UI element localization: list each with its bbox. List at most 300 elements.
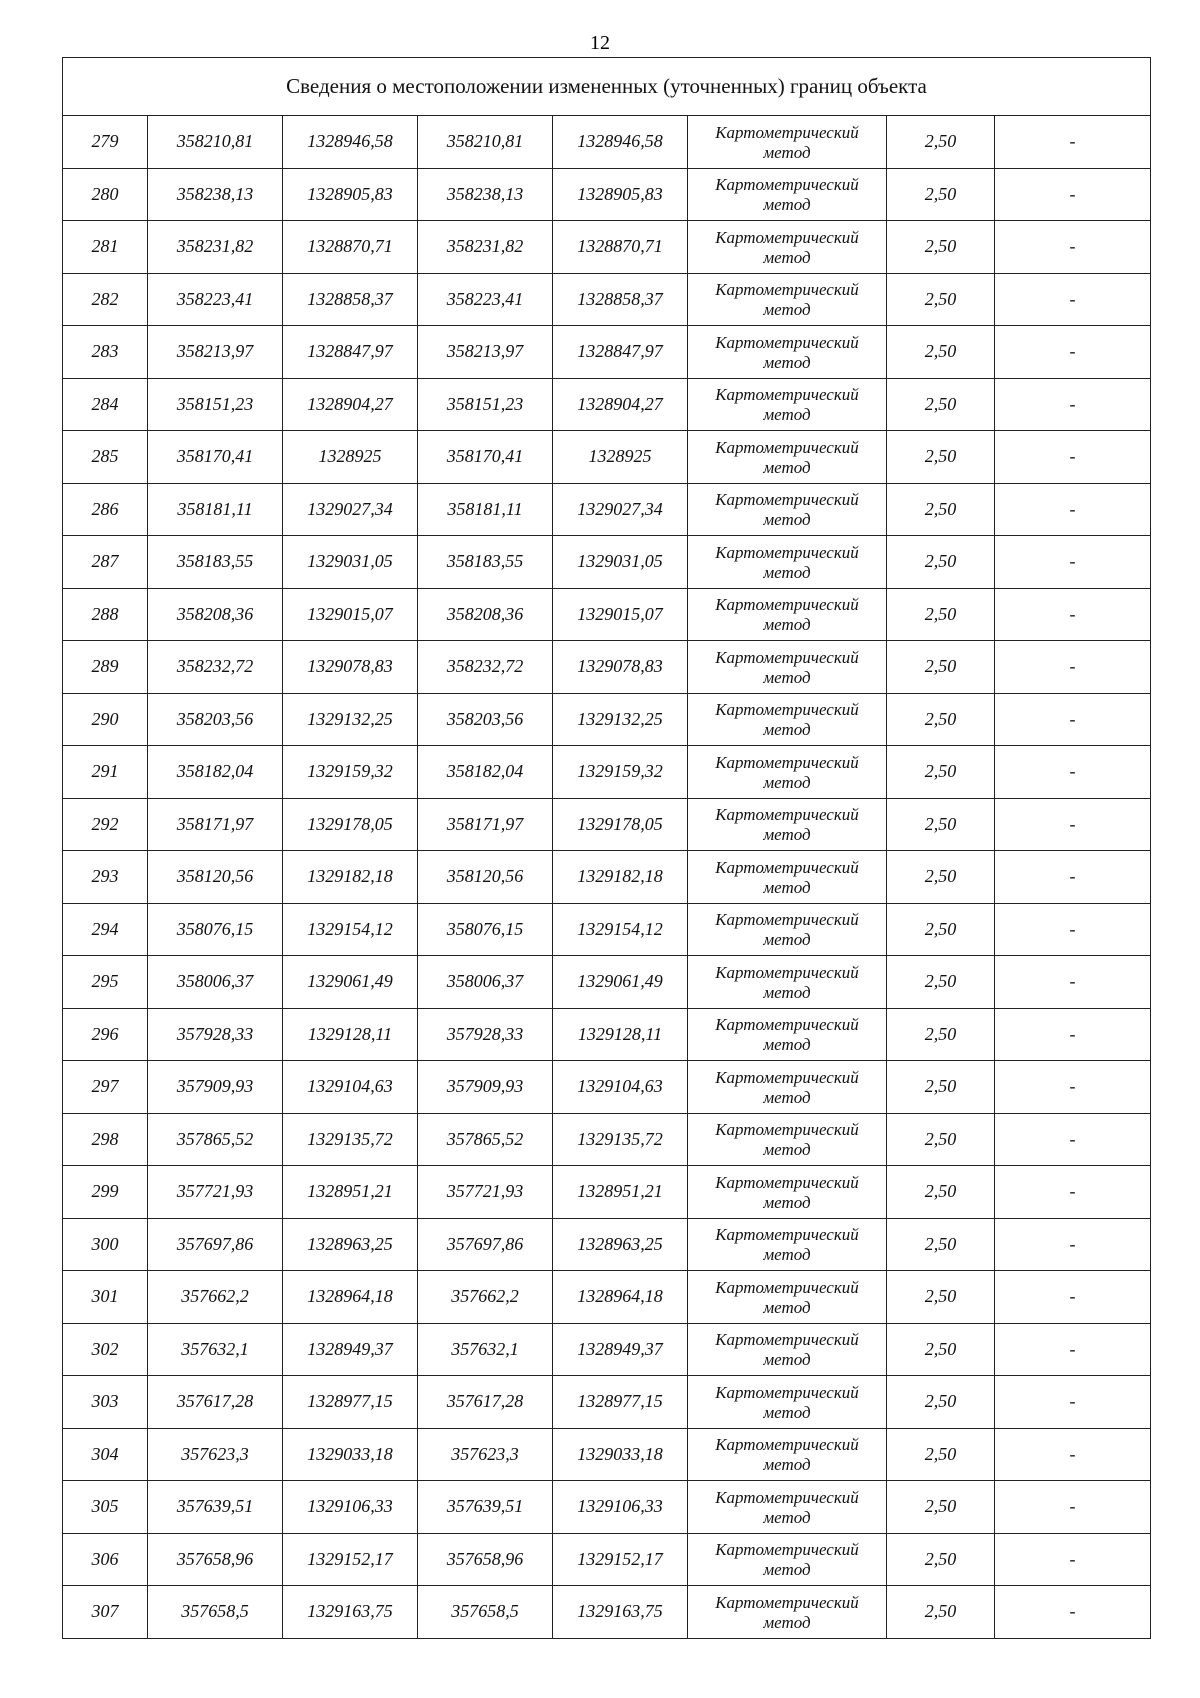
cell-y-new: 1329135,72	[553, 1113, 688, 1166]
cell-y-new: 1329027,34	[553, 483, 688, 536]
cell-y-new: 1328949,37	[553, 1323, 688, 1376]
cell-x-new: 358231,82	[418, 221, 553, 274]
table-row	[63, 693, 1151, 746]
cell-accuracy: 2,50	[887, 746, 995, 799]
cell-accuracy: 2,50	[887, 693, 995, 746]
method-line-1: Картометрический	[715, 1487, 859, 1507]
method-line-1: Картометрический	[715, 227, 859, 247]
method-line-2: метод	[763, 1350, 811, 1370]
table-row	[63, 1061, 1151, 1114]
cell-point-number: 293	[63, 851, 148, 904]
cell-y-new: 1328904,27	[553, 378, 688, 431]
cell-x-new: 357865,52	[418, 1113, 553, 1166]
cell-x-new: 357658,96	[418, 1533, 553, 1586]
cell-y-old: 1329152,17	[283, 1533, 418, 1586]
cell-accuracy: 2,50	[887, 483, 995, 536]
cell-x-new: 358181,11	[418, 483, 553, 536]
cell-accuracy: 2,50	[887, 536, 995, 589]
cell-accuracy: 2,50	[887, 1271, 995, 1324]
method-line-1: Картометрический	[715, 437, 859, 457]
cell-accuracy: 2,50	[887, 641, 995, 694]
table-row	[63, 1323, 1151, 1376]
cell-y-old: 1329178,05	[283, 798, 418, 851]
page-number: 12	[590, 32, 610, 54]
cell-point-number: 307	[63, 1586, 148, 1639]
cell-description: -	[995, 588, 1151, 641]
cell-point-number: 289	[63, 641, 148, 694]
cell-x-old: 358171,97	[148, 798, 283, 851]
cell-method	[688, 956, 887, 1009]
cell-y-new: 1328977,15	[553, 1376, 688, 1429]
cell-description: -	[995, 1533, 1151, 1586]
cell-x-old: 357909,93	[148, 1061, 283, 1114]
cell-x-old: 358120,56	[148, 851, 283, 904]
cell-method	[688, 273, 887, 326]
cell-point-number: 298	[63, 1113, 148, 1166]
cell-x-new: 358171,97	[418, 798, 553, 851]
cell-x-old: 357662,2	[148, 1271, 283, 1324]
table-row	[63, 116, 1151, 169]
cell-point-number: 281	[63, 221, 148, 274]
cell-point-number: 297	[63, 1061, 148, 1114]
cell-x-new: 358151,23	[418, 378, 553, 431]
method-line-2: метод	[763, 877, 811, 897]
cell-description: -	[995, 693, 1151, 746]
cell-y-new: 1329154,12	[553, 903, 688, 956]
cell-method	[688, 378, 887, 431]
cell-description: -	[995, 903, 1151, 956]
cell-x-old: 357639,51	[148, 1481, 283, 1534]
method-line-2: метод	[763, 825, 811, 845]
cell-point-number: 303	[63, 1376, 148, 1429]
cell-method	[688, 851, 887, 904]
cell-method	[688, 1113, 887, 1166]
method-line-1: Картометрический	[715, 752, 859, 772]
cell-y-new: 1329163,75	[553, 1586, 688, 1639]
cell-accuracy: 2,50	[887, 1113, 995, 1166]
cell-x-new: 357662,2	[418, 1271, 553, 1324]
cell-accuracy: 2,50	[887, 1166, 995, 1219]
cell-x-old: 357658,96	[148, 1533, 283, 1586]
table-row	[63, 1376, 1151, 1429]
method-line-1: Картометрический	[715, 1067, 859, 1087]
cell-description: -	[995, 273, 1151, 326]
method-line-1: Картометрический	[715, 910, 859, 930]
method-line-1: Картометрический	[715, 385, 859, 405]
table-row	[63, 1113, 1151, 1166]
cell-description: -	[995, 326, 1151, 379]
method-line-2: метод	[763, 615, 811, 635]
method-line-2: метод	[763, 720, 811, 740]
cell-y-new: 1329104,63	[553, 1061, 688, 1114]
cell-point-number: 280	[63, 168, 148, 221]
cell-x-old: 358210,81	[148, 116, 283, 169]
cell-x-new: 357623,3	[418, 1428, 553, 1481]
cell-x-old: 358238,13	[148, 168, 283, 221]
cell-y-old: 1329031,05	[283, 536, 418, 589]
cell-x-old: 358208,36	[148, 588, 283, 641]
cell-y-old: 1328904,27	[283, 378, 418, 431]
cell-y-old: 1328951,21	[283, 1166, 418, 1219]
method-line-1: Картометрический	[715, 1330, 859, 1350]
cell-description: -	[995, 1323, 1151, 1376]
cell-y-old: 1329154,12	[283, 903, 418, 956]
method-line-2: метод	[763, 1087, 811, 1107]
cell-y-old: 1328977,15	[283, 1376, 418, 1429]
method-line-1: Картометрический	[715, 647, 859, 667]
cell-description: -	[995, 1113, 1151, 1166]
cell-point-number: 288	[63, 588, 148, 641]
cell-method	[688, 483, 887, 536]
method-line-2: метод	[763, 510, 811, 530]
cell-y-old: 1328870,71	[283, 221, 418, 274]
method-line-1: Картометрический	[715, 1225, 859, 1245]
cell-description: -	[995, 221, 1151, 274]
method-line-2: метод	[763, 1507, 811, 1527]
table-row	[63, 1586, 1151, 1639]
table-row	[63, 1166, 1151, 1219]
cell-point-number: 282	[63, 273, 148, 326]
table-row	[63, 1271, 1151, 1324]
method-line-1: Картометрический	[715, 1435, 859, 1455]
cell-accuracy: 2,50	[887, 903, 995, 956]
cell-method	[688, 903, 887, 956]
cell-x-new: 357909,93	[418, 1061, 553, 1114]
cell-x-old: 357928,33	[148, 1008, 283, 1061]
cell-y-new: 1329152,17	[553, 1533, 688, 1586]
cell-description: -	[995, 168, 1151, 221]
cell-point-number: 285	[63, 431, 148, 484]
table-row	[63, 1428, 1151, 1481]
cell-point-number: 290	[63, 693, 148, 746]
cell-y-old: 1329015,07	[283, 588, 418, 641]
cell-point-number: 304	[63, 1428, 148, 1481]
method-line-2: метод	[763, 405, 811, 425]
cell-x-old: 357617,28	[148, 1376, 283, 1429]
method-line-1: Картометрический	[715, 332, 859, 352]
table-title-row	[63, 58, 1151, 116]
cell-y-new: 1329128,11	[553, 1008, 688, 1061]
cell-y-new: 1329106,33	[553, 1481, 688, 1534]
cell-y-new: 1328870,71	[553, 221, 688, 274]
method-line-2: метод	[763, 1402, 811, 1422]
cell-x-new: 357721,93	[418, 1166, 553, 1219]
cell-point-number: 284	[63, 378, 148, 431]
method-line-1: Картометрический	[715, 1382, 859, 1402]
table-row	[63, 168, 1151, 221]
method-line-1: Картометрический	[715, 595, 859, 615]
cell-description: -	[995, 1166, 1151, 1219]
cell-description: -	[995, 116, 1151, 169]
cell-accuracy: 2,50	[887, 851, 995, 904]
cell-description: -	[995, 1218, 1151, 1271]
method-line-1: Картометрический	[715, 1120, 859, 1140]
method-line-2: метод	[763, 772, 811, 792]
table-row	[63, 431, 1151, 484]
table-row	[63, 1533, 1151, 1586]
cell-accuracy: 2,50	[887, 1481, 995, 1534]
method-line-1: Картометрический	[715, 1172, 859, 1192]
cell-accuracy: 2,50	[887, 221, 995, 274]
cell-description: -	[995, 1008, 1151, 1061]
cell-method	[688, 641, 887, 694]
cell-accuracy: 2,50	[887, 1428, 995, 1481]
cell-y-new: 1328946,58	[553, 116, 688, 169]
cell-y-new: 1328951,21	[553, 1166, 688, 1219]
cell-point-number: 299	[63, 1166, 148, 1219]
method-line-1: Картометрический	[715, 490, 859, 510]
cell-description: -	[995, 1376, 1151, 1429]
cell-method	[688, 1481, 887, 1534]
cell-x-new: 358183,55	[418, 536, 553, 589]
cell-y-new: 1329061,49	[553, 956, 688, 1009]
cell-y-new: 1329159,32	[553, 746, 688, 799]
cell-x-new: 358238,13	[418, 168, 553, 221]
cell-description: -	[995, 378, 1151, 431]
cell-x-new: 358006,37	[418, 956, 553, 1009]
cell-description: -	[995, 956, 1151, 1009]
cell-x-old: 358006,37	[148, 956, 283, 1009]
cell-x-new: 358223,41	[418, 273, 553, 326]
cell-method	[688, 1376, 887, 1429]
cell-y-old: 1329104,63	[283, 1061, 418, 1114]
table-body	[63, 58, 1151, 1639]
table-row	[63, 1481, 1151, 1534]
cell-method	[688, 1428, 887, 1481]
cell-method	[688, 798, 887, 851]
table-row	[63, 903, 1151, 956]
cell-accuracy: 2,50	[887, 116, 995, 169]
cell-description: -	[995, 851, 1151, 904]
cell-point-number: 296	[63, 1008, 148, 1061]
cell-y-new: 1329078,83	[553, 641, 688, 694]
cell-method	[688, 116, 887, 169]
cell-y-old: 1329128,11	[283, 1008, 418, 1061]
cell-point-number: 301	[63, 1271, 148, 1324]
cell-accuracy: 2,50	[887, 1586, 995, 1639]
cell-x-old: 358203,56	[148, 693, 283, 746]
cell-description: -	[995, 641, 1151, 694]
method-line-1: Картометрический	[715, 805, 859, 825]
cell-y-new: 1328925	[553, 431, 688, 484]
cell-x-new: 357617,28	[418, 1376, 553, 1429]
cell-x-old: 357721,93	[148, 1166, 283, 1219]
cell-y-new: 1328847,97	[553, 326, 688, 379]
cell-x-new: 357639,51	[418, 1481, 553, 1534]
cell-method	[688, 693, 887, 746]
method-line-2: метод	[763, 1297, 811, 1317]
cell-description: -	[995, 1271, 1151, 1324]
cell-y-new: 1328858,37	[553, 273, 688, 326]
cell-x-old: 358151,23	[148, 378, 283, 431]
cell-accuracy: 2,50	[887, 1323, 995, 1376]
cell-description: -	[995, 1428, 1151, 1481]
cell-x-new: 358232,72	[418, 641, 553, 694]
cell-x-old: 358183,55	[148, 536, 283, 589]
table-row	[63, 746, 1151, 799]
cell-y-old: 1329106,33	[283, 1481, 418, 1534]
cell-description: -	[995, 536, 1151, 589]
cell-y-new: 1329015,07	[553, 588, 688, 641]
method-line-2: метод	[763, 1192, 811, 1212]
cell-x-new: 358210,81	[418, 116, 553, 169]
method-line-2: метод	[763, 195, 811, 215]
cell-method	[688, 588, 887, 641]
method-line-2: метод	[763, 1035, 811, 1055]
table-row	[63, 273, 1151, 326]
cell-y-old: 1329061,49	[283, 956, 418, 1009]
table-row	[63, 798, 1151, 851]
cell-y-old: 1329027,34	[283, 483, 418, 536]
cell-method	[688, 168, 887, 221]
cell-x-old: 358223,41	[148, 273, 283, 326]
cell-accuracy: 2,50	[887, 168, 995, 221]
cell-x-old: 358231,82	[148, 221, 283, 274]
cell-x-old: 357623,3	[148, 1428, 283, 1481]
cell-description: -	[995, 746, 1151, 799]
table-row	[63, 851, 1151, 904]
cell-y-new: 1329132,25	[553, 693, 688, 746]
method-line-1: Картометрический	[715, 700, 859, 720]
cell-x-new: 357658,5	[418, 1586, 553, 1639]
cell-y-old: 1329033,18	[283, 1428, 418, 1481]
table-row	[63, 588, 1151, 641]
cell-x-new: 358213,97	[418, 326, 553, 379]
cell-accuracy: 2,50	[887, 378, 995, 431]
cell-point-number: 286	[63, 483, 148, 536]
table-row	[63, 536, 1151, 589]
method-line-2: метод	[763, 930, 811, 950]
method-line-2: метод	[763, 1612, 811, 1632]
method-line-2: метод	[763, 562, 811, 582]
method-line-1: Картометрический	[715, 1015, 859, 1035]
cell-point-number: 300	[63, 1218, 148, 1271]
cell-accuracy: 2,50	[887, 956, 995, 1009]
cell-point-number: 279	[63, 116, 148, 169]
cell-accuracy: 2,50	[887, 1533, 995, 1586]
cell-accuracy: 2,50	[887, 588, 995, 641]
method-line-1: Картометрический	[715, 542, 859, 562]
cell-y-old: 1329182,18	[283, 851, 418, 904]
method-line-2: метод	[763, 1455, 811, 1475]
cell-accuracy: 2,50	[887, 431, 995, 484]
method-line-1: Картометрический	[715, 175, 859, 195]
table-row	[63, 1008, 1151, 1061]
cell-y-old: 1329078,83	[283, 641, 418, 694]
cell-method	[688, 1008, 887, 1061]
table-row	[63, 956, 1151, 1009]
cell-x-new: 358208,36	[418, 588, 553, 641]
cell-point-number: 283	[63, 326, 148, 379]
cell-y-old: 1328858,37	[283, 273, 418, 326]
method-line-1: Картометрический	[715, 1540, 859, 1560]
method-line-2: метод	[763, 982, 811, 1002]
cell-x-new: 358182,04	[418, 746, 553, 799]
cell-description: -	[995, 431, 1151, 484]
method-line-2: метод	[763, 352, 811, 372]
method-line-2: метод	[763, 1140, 811, 1160]
cell-x-new: 358203,56	[418, 693, 553, 746]
table-title: Сведения о местоположении измененных (уточненных) границ объекта	[63, 58, 1151, 116]
cell-method	[688, 221, 887, 274]
cell-x-old: 357865,52	[148, 1113, 283, 1166]
cell-y-old: 1328946,58	[283, 116, 418, 169]
cell-accuracy: 2,50	[887, 1008, 995, 1061]
cell-accuracy: 2,50	[887, 798, 995, 851]
method-line-1: Картометрический	[715, 1592, 859, 1612]
cell-x-new: 357632,1	[418, 1323, 553, 1376]
cell-y-old: 1328949,37	[283, 1323, 418, 1376]
cell-description: -	[995, 483, 1151, 536]
cell-x-old: 357632,1	[148, 1323, 283, 1376]
cell-y-old: 1328963,25	[283, 1218, 418, 1271]
cell-y-old: 1329163,75	[283, 1586, 418, 1639]
cell-x-new: 358120,56	[418, 851, 553, 904]
cell-method	[688, 431, 887, 484]
cell-description: -	[995, 798, 1151, 851]
cell-method	[688, 1533, 887, 1586]
table-row	[63, 1218, 1151, 1271]
cell-point-number: 291	[63, 746, 148, 799]
cell-x-old: 358182,04	[148, 746, 283, 799]
cell-description: -	[995, 1061, 1151, 1114]
table-row	[63, 326, 1151, 379]
cell-point-number: 302	[63, 1323, 148, 1376]
cell-x-old: 358232,72	[148, 641, 283, 694]
cell-method	[688, 536, 887, 589]
method-line-2: метод	[763, 457, 811, 477]
cell-point-number: 305	[63, 1481, 148, 1534]
table-row	[63, 483, 1151, 536]
boundary-coordinates-table	[62, 57, 1151, 1639]
cell-x-old: 358213,97	[148, 326, 283, 379]
method-line-2: метод	[763, 247, 811, 267]
method-line-2: метод	[763, 1560, 811, 1580]
cell-y-old: 1328847,97	[283, 326, 418, 379]
cell-y-new: 1329182,18	[553, 851, 688, 904]
method-line-1: Картометрический	[715, 280, 859, 300]
cell-y-new: 1328905,83	[553, 168, 688, 221]
cell-y-old: 1328905,83	[283, 168, 418, 221]
cell-accuracy: 2,50	[887, 1376, 995, 1429]
cell-accuracy: 2,50	[887, 1061, 995, 1114]
method-line-2: метод	[763, 1245, 811, 1265]
table-row	[63, 378, 1151, 431]
cell-x-new: 357928,33	[418, 1008, 553, 1061]
cell-description: -	[995, 1481, 1151, 1534]
method-line-1: Картометрический	[715, 857, 859, 877]
cell-method	[688, 746, 887, 799]
method-line-1: Картометрический	[715, 122, 859, 142]
cell-accuracy: 2,50	[887, 273, 995, 326]
cell-y-new: 1328963,25	[553, 1218, 688, 1271]
cell-accuracy: 2,50	[887, 1218, 995, 1271]
cell-accuracy: 2,50	[887, 326, 995, 379]
cell-y-new: 1328964,18	[553, 1271, 688, 1324]
cell-x-old: 357658,5	[148, 1586, 283, 1639]
cell-y-old: 1329132,25	[283, 693, 418, 746]
cell-y-new: 1329178,05	[553, 798, 688, 851]
cell-point-number: 294	[63, 903, 148, 956]
cell-method	[688, 1323, 887, 1376]
cell-x-old: 358170,41	[148, 431, 283, 484]
cell-method	[688, 1061, 887, 1114]
method-line-2: метод	[763, 142, 811, 162]
cell-method	[688, 1166, 887, 1219]
cell-point-number: 295	[63, 956, 148, 1009]
cell-method	[688, 326, 887, 379]
cell-x-new: 357697,86	[418, 1218, 553, 1271]
